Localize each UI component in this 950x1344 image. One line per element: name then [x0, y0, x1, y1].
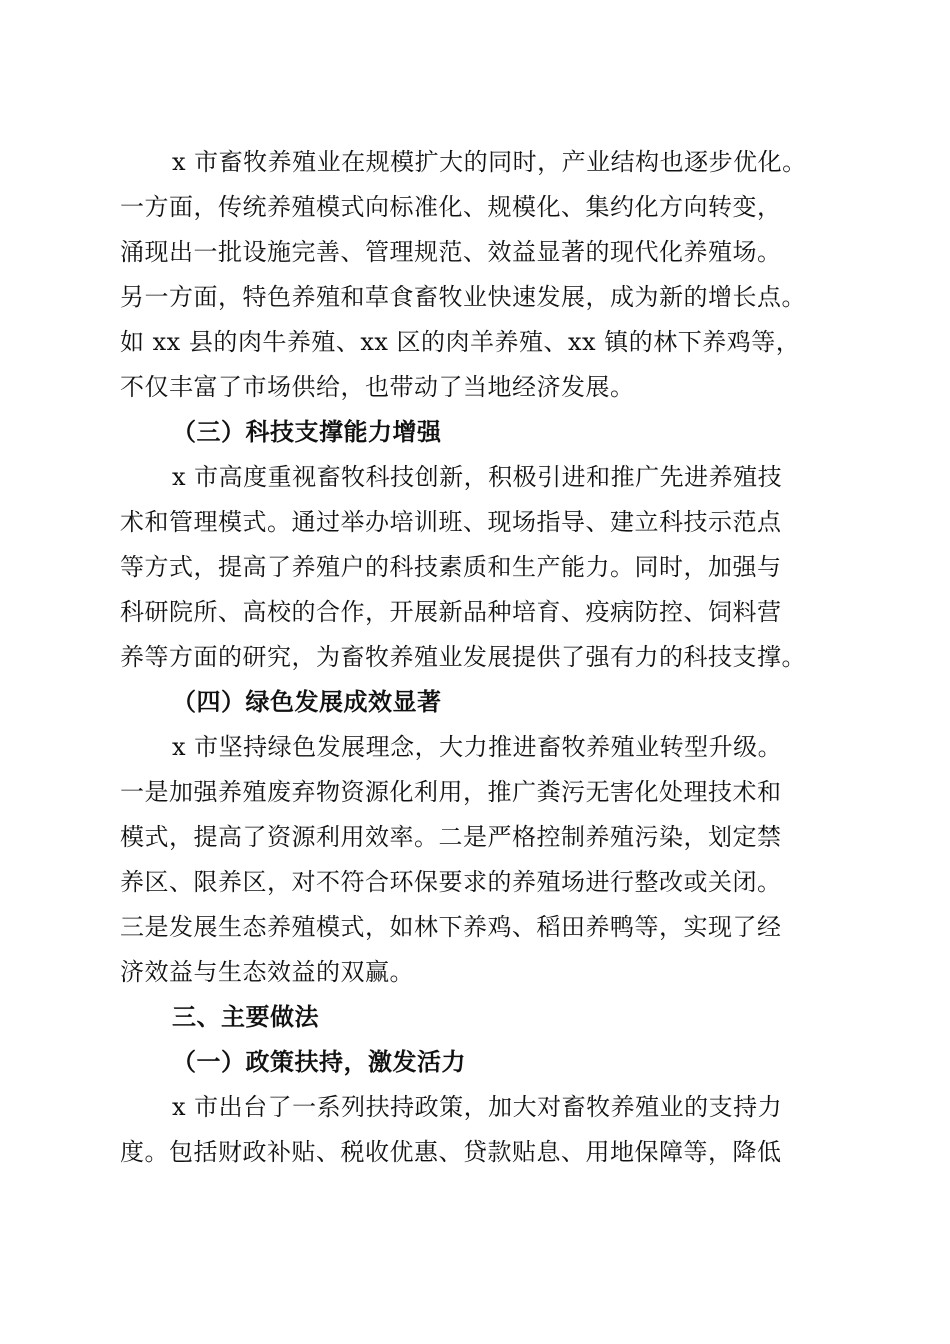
paragraph-line: 养等方面的研究，为畜牧养殖业发展提供了强有力的科技支撑。 — [120, 643, 806, 671]
section-heading: （一）政策扶持，激发活力 — [172, 1047, 466, 1076]
paragraph-line: 三是发展生态养殖模式，如林下养鸡、稻田养鸭等，实现了经 — [120, 913, 782, 941]
section-heading: （三）科技支撑能力增强 — [172, 417, 442, 446]
paragraph-line: x 市出台了一系列扶持政策，加大对畜牧养殖业的支持力 — [172, 1093, 783, 1121]
paragraph-line: 度。包括财政补贴、税收优惠、贷款贴息、用地保障等，降低 — [120, 1138, 782, 1166]
paragraph-line: 一方面，传统养殖模式向标准化、规模化、集约化方向转变， — [120, 193, 782, 221]
paragraph-line: x 市高度重视畜牧科技创新，积极引进和推广先进养殖技 — [172, 463, 783, 491]
section-heading: （四）绿色发展成效显著 — [172, 687, 442, 716]
paragraph-line: 科研院所、高校的合作，开展新品种培育、疫病防控、饲料营 — [120, 598, 782, 626]
paragraph-line: 一是加强养殖废弃物资源化利用，推广粪污无害化处理技术和 — [120, 778, 782, 806]
paragraph-line: 模式，提高了资源利用效率。二是严格控制养殖污染，划定禁 — [120, 823, 782, 851]
paragraph-line: 另一方面，特色养殖和草食畜牧业快速发展，成为新的增长点。 — [120, 283, 806, 311]
chapter-heading: 三、主要做法 — [172, 1002, 319, 1031]
paragraph-line: x 市畜牧养殖业在规模扩大的同时，产业结构也逐步优化。 — [172, 148, 807, 176]
paragraph-line: 术和管理模式。通过举办培训班、现场指导、建立科技示范点 — [120, 508, 782, 536]
paragraph-line: 不仅丰富了市场供给，也带动了当地经济发展。 — [120, 373, 635, 401]
paragraph-line: 养区、限养区，对不符合环保要求的养殖场进行整改或关闭。 — [120, 868, 782, 896]
paragraph-line: 济效益与生态效益的双赢。 — [120, 958, 414, 986]
paragraph-line: 如 xx 县的肉牛养殖、xx 区的肉羊养殖、xx 镇的林下养鸡等， — [120, 328, 801, 356]
paragraph-line: x 市坚持绿色发展理念，大力推进畜牧养殖业转型升级。 — [172, 733, 783, 761]
paragraph-line: 等方式，提高了养殖户的科技素质和生产能力。同时，加强与 — [120, 553, 782, 581]
paragraph-line: 涌现出一批设施完善、管理规范、效益显著的现代化养殖场。 — [120, 238, 782, 266]
